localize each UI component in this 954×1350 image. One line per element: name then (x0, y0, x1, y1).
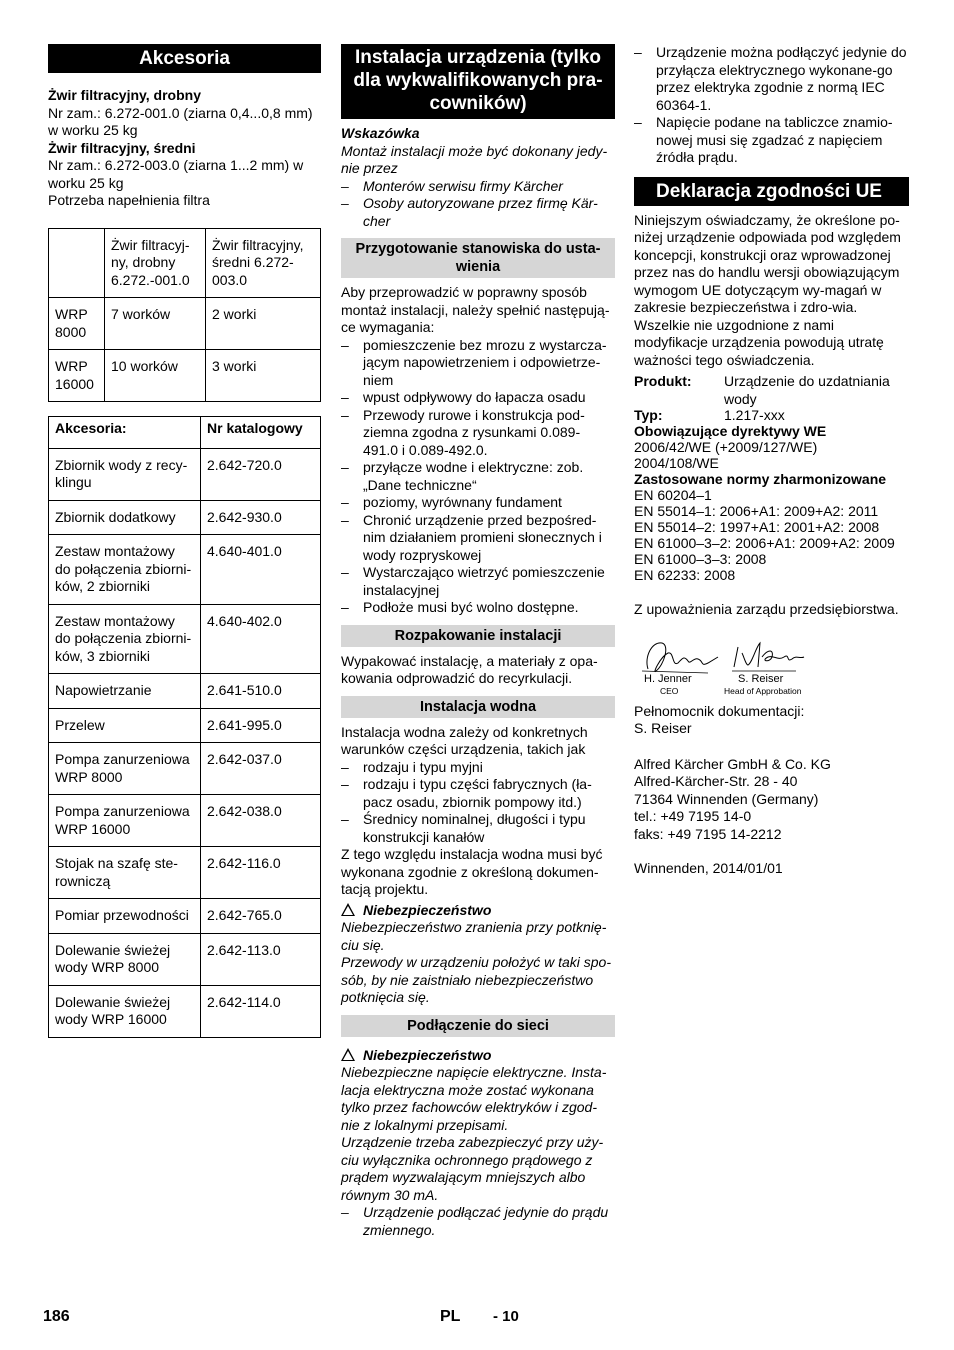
table-cell: Dolewanie świeżej wody WRP 8000 (49, 933, 201, 985)
table-cell: 2.642-765.0 (201, 899, 321, 934)
list-item: – Wystarczająco wietrzyć pomieszczenie instalacyjnej (341, 564, 615, 599)
table-cell: Żwir filtracyjny, średni 6.272-003.0 (206, 228, 321, 298)
list-item: – Monterów serwisu firmy Kärcher (341, 178, 615, 196)
item-title: Żwir filtracyjny, drobny (48, 87, 201, 103)
item-text: Nr zam.: 6.272-003.0 (ziarna 1...2 mm) w worku 25 kg (48, 157, 304, 191)
item-title: Żwir filtracyjny, średni (48, 139, 196, 156)
list-item: – wpust odpływowy do łapacza osadu (341, 389, 615, 407)
product-value: Urządzenie do uzdatniania wody (724, 373, 890, 407)
danger-title: Niebezpieczeństwo (363, 1046, 492, 1063)
danger-text: Urządzenie trzeba zabezpieczyć przy uży-ciu wyłącznika ochronnego prądowego z prądem wyzwalającym mniejszych albo równym 30 mA. (341, 1134, 604, 1203)
company-name: Alfred Kärcher GmbH & Co. KG (634, 755, 831, 772)
table-cell: Zestaw montażowy do połączenia zbiorni-ków, 3 zbiorniki (49, 604, 201, 674)
company-fax: faks: +49 7195 14-2212 (634, 825, 782, 842)
table-row (49, 899, 321, 934)
column-installation (341, 44, 615, 1239)
list-item: – rodzaju i typu części fabrycznych (ła-pacz osadu, zbiornik pompowy itd.) (341, 776, 615, 811)
note-list (341, 178, 615, 231)
table-cell: Pompa zanurzeniowa WRP 8000 (49, 743, 201, 795)
table-cell: 2.642-038.0 (201, 795, 321, 847)
signer-name: H. Jenner (644, 672, 692, 685)
list-item: – Chronić urządzenie przed bezpośred-nim działaniem promieni słonecznych i wody rozpryskowej (341, 512, 615, 565)
table-row (49, 795, 321, 847)
danger-text: Niebezpieczeństwo zranienia przy potknię-ciu się. (341, 919, 607, 953)
table-row (49, 448, 321, 500)
table-row (49, 500, 321, 535)
doc-label: Pełnomocnik dokumentacji: (634, 702, 805, 719)
table-cell: 2.642-114.0 (201, 985, 321, 1037)
warning-icon (341, 1048, 355, 1061)
paragraph: Z tego względu instalacja wodna musi być wykonana zgodnie z określoną dokumen-tacją projektu. (341, 846, 603, 897)
table-row (49, 228, 321, 298)
fill-table (48, 228, 321, 403)
table-cell: 2.642-930.0 (201, 500, 321, 535)
table-cell: 2.642-116.0 (201, 847, 321, 899)
column-declaration (634, 44, 909, 878)
requirements-list (341, 337, 615, 617)
section-heading: Deklaracja zgodności UE (634, 177, 909, 206)
table-cell: Dolewanie świeżej wody WRP 16000 (49, 985, 201, 1037)
company-phone: tel.: +49 7195 14-0 (634, 808, 752, 824)
list-item: – poziomy, wyrównany fundament (341, 494, 615, 512)
power-list-continued (634, 44, 909, 167)
list-item: – pomieszczenie bez mrozu z wystarcza-jącym napowietrzeniem i odpowietrze-niem (341, 337, 615, 390)
table-row (49, 298, 321, 350)
table-cell: Zbiornik wody z recy-klingu (49, 448, 201, 500)
accessories-table (48, 416, 321, 1038)
table-row (49, 535, 321, 605)
table-row (49, 985, 321, 1037)
table-cell: Pomiar przewodności (49, 899, 201, 934)
type-row (634, 408, 909, 423)
item-text: Nr zam.: 6.272-001.0 (ziarna 0,4...0,8 mm) w worku 25 kg (48, 104, 313, 138)
list-item: – rodzaju i typu myjni (341, 759, 615, 777)
table-row (49, 933, 321, 985)
list-item: – Podłoże musi być wolno dostępne. (341, 599, 615, 617)
table-cell: 10 worków (105, 350, 206, 402)
table-cell: WRP 16000 (49, 350, 105, 402)
table-header: Nr katalogowy (201, 417, 321, 449)
table-cell: Żwir filtracyj-ny, drobny 6.272.-001.0 (105, 228, 206, 298)
signer-name: S. Reiser (738, 672, 784, 685)
subsection-heading: Przygotowanie stanowiska do usta-wienia (341, 238, 615, 278)
norms-title: Zastosowane normy zharmonizowane (634, 471, 887, 487)
signer-role: CEO (660, 685, 679, 696)
signatures (634, 627, 909, 696)
subsection-heading: Rozpakowanie instalacji (341, 625, 615, 647)
danger-title: Niebezpieczeństwo (363, 901, 492, 918)
table-cell: Pompa zanurzeniowa WRP 16000 (49, 795, 201, 847)
directive-item: 2006/42/WE (+2009/127/WE) (634, 439, 818, 455)
table-cell: 2.641-510.0 (201, 674, 321, 709)
norm-item: EN 61000–3–2: 2006+A1: 2009+A2: 2009 (634, 535, 895, 551)
table-cell: 3 worki (206, 350, 321, 402)
paragraph: Instalacja wodna zależy od konkretnych warunków części urządzenia, takich jak (341, 723, 588, 757)
fill-label: Potrzeba napełnienia filtra (48, 192, 210, 208)
list-item: – Urządzenie podłączać jedynie do prądu zmiennego. (341, 1204, 615, 1239)
table-cell: 4.640-401.0 (201, 535, 321, 605)
page-number: 186 (43, 1308, 70, 1325)
table-cell: Zestaw montażowy do połączenia zbiorni-ków, 2 zbiorniki (49, 535, 201, 605)
table-row (49, 708, 321, 743)
list-item: – Średnicy nominalnej, długości i typu konstrukcji kanałów (341, 811, 615, 846)
company-street: Alfred-Kärcher-Str. 28 - 40 (634, 773, 798, 789)
declaration-intro: Niniejszym oświadczamy, że określone po-niżej urządzenie odpowiada pod względem koncepcji, konstrukcji oraz wprowadzonej przez nas do handlu wersji obowiązującym wymogom UE dotyczącym wy-magań w zakresie bezpieczeństwa i zdro-wia. Wszelkie nie uzgodnione z nami modyfikacje urządzenia powodują utratę ważności tego oświadczenia. (634, 211, 901, 368)
water-list (341, 759, 615, 847)
table-cell: Zbiornik dodatkowy (49, 500, 201, 535)
table-cell: WRP 8000 (49, 298, 105, 350)
table-row (49, 847, 321, 899)
product-row (634, 373, 909, 408)
note-text: Montaż instalacji może być dokonany jedy-nie przez (341, 142, 608, 176)
section-heading: Instalacja urządzenia (tylko dla wykwalifikowanych pra-cowników) (341, 44, 615, 119)
table-cell: 2.642-720.0 (201, 448, 321, 500)
signer-role: Head of Approbation (724, 685, 802, 696)
danger-text: Niebezpieczne napięcie elektryczne. Insta-lacja elektryczna może zostać wykonana tylko przez fachowców elektryków i zgod-nie z lokalnymi przepisami. (341, 1064, 607, 1133)
table-cell: 7 worków (105, 298, 206, 350)
power-list (341, 1204, 615, 1239)
place-date: Winnenden, 2014/01/01 (634, 860, 783, 876)
norm-item: EN 61000–3–3: 2008 (634, 551, 767, 567)
column-accessories (48, 44, 321, 1038)
table-cell: Napowietrzanie (49, 674, 201, 709)
language-code: PL (440, 1308, 461, 1325)
table-row (49, 604, 321, 674)
list-item: – Napięcie podane na tabliczce znamio-nowej musi się zgadzać z napięciem źródła prądu. (634, 114, 909, 167)
list-item: – przyłącze wodne i elektryczne: zob. „Dane techniczne“ (341, 459, 615, 494)
type-label: Typ: (634, 407, 663, 423)
authority-text: Z upoważnienia zarządu przedsiębiorstwa. (634, 601, 899, 617)
paragraph: Wypakować instalację, a materiały z opa-kowania odprowadzić do recyrkulacji. (341, 652, 598, 686)
table-cell (49, 228, 105, 298)
table-cell: 2.642-113.0 (201, 933, 321, 985)
table-cell: 2.641-995.0 (201, 708, 321, 743)
norm-item: EN 55014–1: 2006+A1: 2009+A2: 2011 (634, 503, 879, 519)
table-cell: 4.640-402.0 (201, 604, 321, 674)
table-cell: Stojak na szafę ste-rowniczą (49, 847, 201, 899)
type-value: 1.217-xxx (724, 407, 785, 423)
warning-icon (341, 903, 355, 916)
list-item: – Przewody rurowe i konstrukcja pod-ziemna zgodna z rysunkami 0.089-491.0 i 0.089-492.0. (341, 407, 615, 460)
subsection-heading: Podłączenie do sieci (341, 1015, 615, 1037)
norm-item: EN 62233: 2008 (634, 567, 736, 583)
directive-item: 2004/108/WE (634, 455, 719, 471)
table-row (49, 674, 321, 709)
note-title: Wskazówka (341, 125, 420, 141)
norm-item: EN 55014–2: 1997+A1: 2001+A2: 2008 (634, 519, 880, 535)
list-item: – Osoby autoryzowane przez firmę Kär-cher (341, 195, 615, 230)
subsection-heading: Instalacja wodna (341, 696, 615, 718)
sub-page-number: - 10 (493, 1308, 519, 1325)
directives-title: Obowiązujące dyrektywy WE (634, 423, 827, 439)
table-cell: 2 worki (206, 298, 321, 350)
company-city: 71364 Winnenden (Germany) (634, 790, 819, 807)
table-cell: Przelew (49, 708, 201, 743)
paragraph: Aby przeprowadzić w poprawny sposób montaż instalacji, należy spełnić następują-ce wymagania: (341, 284, 610, 335)
doc-name: S. Reiser (634, 720, 692, 736)
norm-item: EN 60204–1 (634, 487, 712, 503)
list-item: – Urządzenie można podłączyć jedynie do przyłącza elektrycznego wykonane-go przez elektryka zgodnie z normą IEC 60364-1. (634, 44, 909, 114)
table-row (49, 743, 321, 795)
danger-text: Przewody w urządzeniu położyć w taki spo-sób, by nie zaistniało niebezpieczeństwo potknięcia się. (341, 954, 612, 1005)
product-label: Produkt: (634, 373, 692, 389)
section-heading: Akcesoria (48, 44, 321, 73)
table-row (49, 350, 321, 402)
table-header: Akcesoria: (49, 417, 201, 449)
table-header-row (49, 417, 321, 449)
table-cell: 2.642-037.0 (201, 743, 321, 795)
